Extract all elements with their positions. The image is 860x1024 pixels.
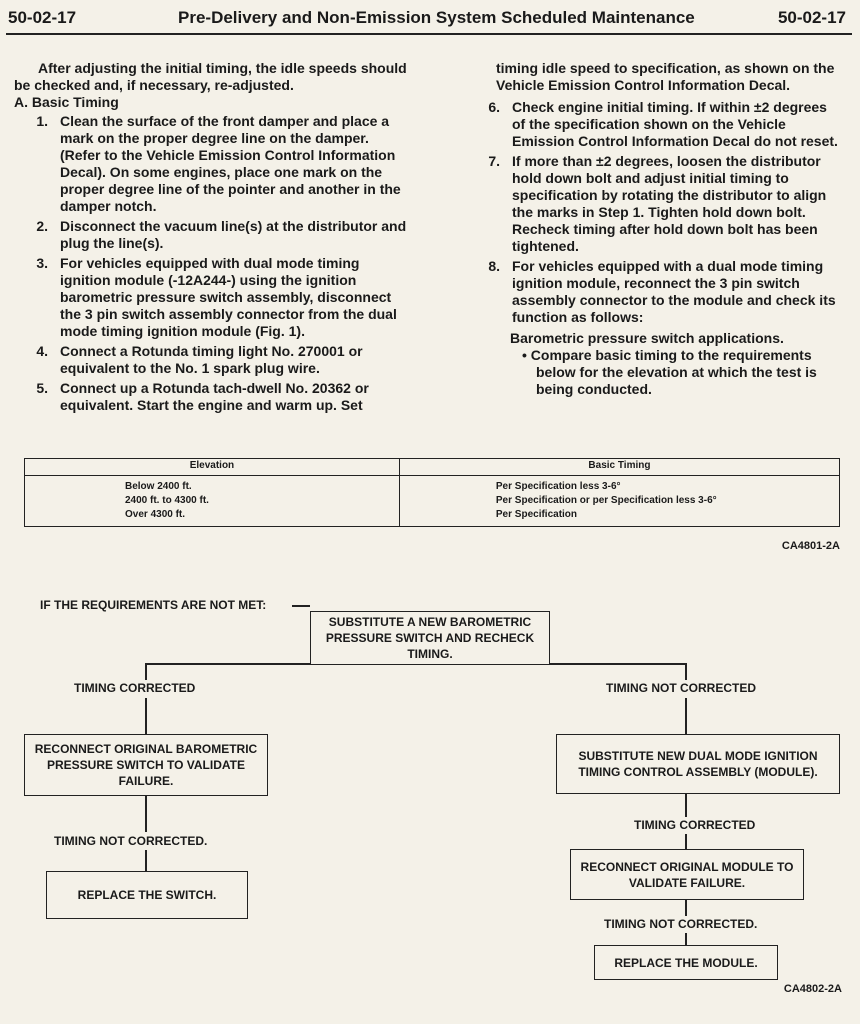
flow-box-reconnect-module: RECONNECT ORIGINAL MODULE TO VALIDATE FAILURE.	[570, 849, 804, 900]
steps-list-left	[14, 113, 410, 414]
timing-value: Per Specification or per Specification less 3-6°	[495, 495, 717, 506]
step-item	[466, 258, 844, 326]
elevation-cell	[25, 476, 400, 527]
step-text: Connect up a Rotunda tach-dwell No. 20362 or equivalent. Start the engine and warm up. Set	[60, 380, 369, 413]
page-number-left: 50-02-17	[8, 8, 77, 27]
column-header: Elevation	[25, 459, 400, 476]
page-header	[0, 6, 860, 32]
step-number: 6.	[488, 99, 500, 115]
flow-label-timing-corrected: TIMING CORRECTED	[74, 681, 196, 695]
connector-line	[685, 932, 687, 945]
flow-box-substitute-switch: SUBSTITUTE A NEW BAROMETRIC PRESSURE SWITCH AND RECHECK TIMING.	[310, 611, 550, 665]
timing-cell	[399, 476, 839, 527]
connector-line	[292, 605, 310, 607]
flow-box-substitute-module: SUBSTITUTE NEW DUAL MODE IGNITION TIMING CONTROL ASSEMBLY (MODULE).	[556, 734, 840, 794]
header-rule	[6, 33, 852, 35]
section-heading: A. Basic Timing	[14, 94, 119, 110]
page-title: Pre-Delivery and Non-Emission System Scheduled Maintenance	[178, 8, 695, 27]
step-item	[14, 218, 410, 252]
step-number: 3.	[36, 255, 48, 271]
flow-box-replace-switch: REPLACE THE SWITCH.	[46, 871, 248, 919]
connector-line	[685, 698, 687, 734]
connector-line	[145, 848, 147, 871]
intro-paragraph: After adjusting the initial timing, the idle speeds should be checked and, if necessary, re-adjusted.	[14, 60, 407, 93]
step-number: 1.	[36, 113, 48, 129]
flow-start-label: IF THE REQUIREMENTS ARE NOT MET:	[40, 598, 267, 612]
step-text: For vehicles equipped with a dual mode timing ignition module, reconnect the 3 pin switch assembly connector to the module and check its function as follows:	[512, 258, 836, 325]
elevation-value: Over 4300 ft.	[125, 509, 186, 520]
page-number-right: 50-02-17	[777, 8, 846, 27]
column-header: Basic Timing	[399, 459, 839, 476]
figure-ref-table: CA4801-2A	[781, 540, 840, 552]
table-header-row	[25, 459, 840, 476]
flow-label-timing-corrected-module: TIMING CORRECTED	[634, 818, 756, 832]
flow-label-timing-not-corrected-switch: TIMING NOT CORRECTED.	[54, 834, 208, 848]
step-text: For vehicles equipped with dual mode timing ignition module (-12A244-) using the ignition barometric pressure switch assembly, disconnect the 3 pin switch assembly connector from the dual mode timing ignition module (Fig. 1).	[60, 255, 397, 339]
step-item	[14, 343, 410, 377]
step-item	[14, 255, 410, 340]
timing-value: Per Specification	[495, 509, 578, 520]
step-number: 4.	[36, 343, 48, 359]
step-text: Connect a Rotunda timing light No. 270001 or equivalent to the No. 1 spark plug wire.	[60, 343, 363, 376]
step-text: Clean the surface of the front damper and place a mark on the proper degree line on the damper. (Refer to the Vehicle Emission Control Information Decal). On some engines, place one mark on the proper degree line of the pointer and another in the damper notch.	[60, 113, 401, 214]
connector-line	[685, 898, 687, 916]
elevation-value: 2400 ft. to 4300 ft.	[125, 495, 209, 506]
step-number: 5.	[36, 380, 48, 396]
connector-line	[145, 698, 147, 734]
subheading: Barometric pressure switch applications.	[510, 330, 784, 346]
step-continuation: timing idle speed to specification, as shown on the Vehicle Emission Control Information Decal.	[496, 60, 835, 93]
step-item	[466, 153, 844, 255]
connector-line	[685, 663, 687, 681]
table-row	[25, 476, 840, 527]
step-text: Disconnect the vacuum line(s) at the distributor and plug the line(s).	[60, 218, 407, 251]
right-column	[466, 60, 844, 398]
connector-line	[685, 792, 687, 818]
flow-box-replace-module: REPLACE THE MODULE.	[594, 945, 778, 980]
elevation-value: Below 2400 ft.	[125, 481, 192, 492]
connector-line	[145, 663, 147, 681]
flow-label-timing-not-corrected: TIMING NOT CORRECTED	[606, 681, 756, 695]
step-text: If more than ±2 degrees, loosen the distributor hold down bolt and adjust initial timing to specification by rotating the distributor to align the marks in Step 1. Tighten hold down bolt. Recheck timing after hold down bolt has been tightened.	[512, 153, 827, 254]
connector-line	[685, 834, 687, 849]
connector-line	[145, 794, 147, 832]
figure-ref-flowchart: CA4802-2A	[783, 983, 842, 995]
step-item	[14, 113, 410, 215]
step-number: 7.	[488, 153, 500, 169]
elevation-table	[24, 458, 840, 527]
timing-value: Per Specification less 3-6°	[495, 481, 621, 492]
flow-label-timing-not-corrected-module: TIMING NOT CORRECTED.	[604, 917, 758, 931]
step-number: 2.	[36, 218, 48, 234]
step-text: Check engine initial timing. If within ±2 degrees of the specification shown on the Vehicle Emission Control Information Decal do not reset.	[512, 99, 838, 149]
step-number: 8.	[488, 258, 500, 274]
flow-box-reconnect-switch: RECONNECT ORIGINAL BAROMETRIC PRESSURE SWITCH TO VALIDATE FAILURE.	[24, 734, 268, 796]
bullet-item: • Compare basic timing to the requirements below for the elevation at which the test is being conducted.	[522, 347, 817, 397]
step-item	[466, 99, 844, 150]
step-item	[14, 380, 410, 414]
steps-list-right	[466, 99, 844, 326]
left-column	[14, 60, 410, 417]
